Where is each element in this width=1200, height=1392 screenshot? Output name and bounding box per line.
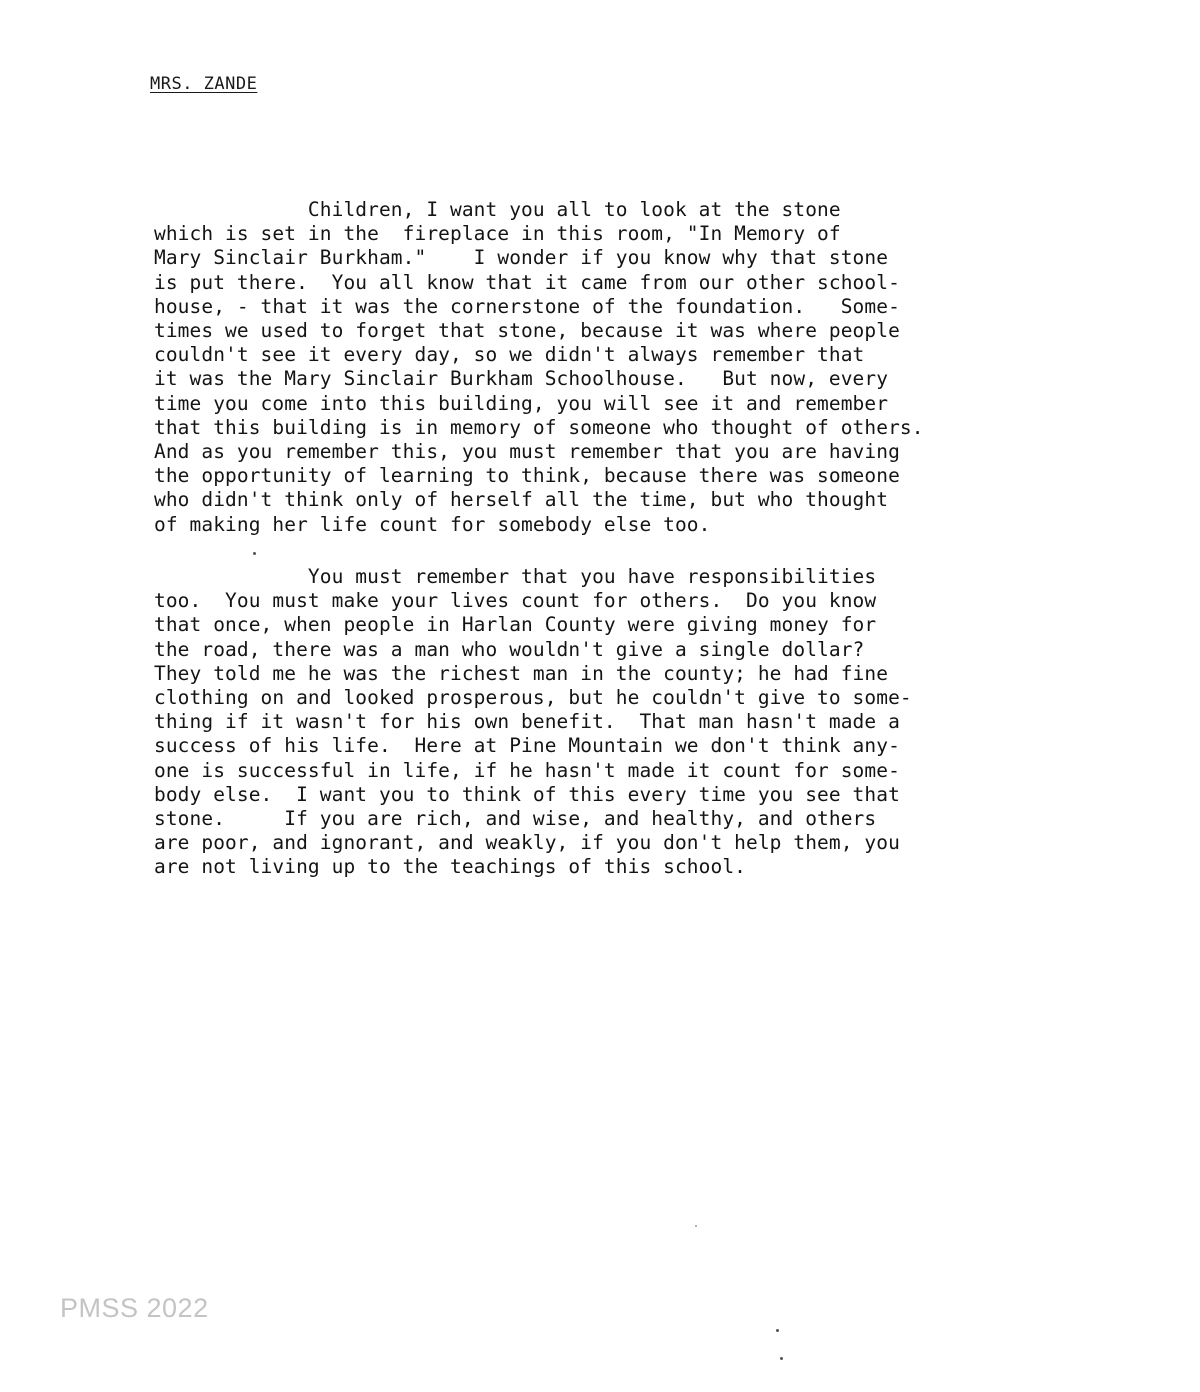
text-line: of making her life count for somebody else too.	[154, 512, 711, 536]
paragraph-2	[154, 565, 1084, 880]
text-line: time you come into this building, you will see it and remember	[154, 391, 889, 415]
text-line: They told me he was the richest man in the county; he had fine	[154, 661, 889, 685]
text-line: which is set in the fireplace in this room, "In Memory of	[154, 222, 841, 246]
ink-speck	[780, 1357, 783, 1360]
text-line: are poor, and ignorant, and weakly, if you don't help them, you	[154, 831, 900, 855]
text-line: house, - that it was the cornerstone of the foundation. Some-	[154, 294, 900, 318]
text-line: are not living up to the teachings of this school.	[154, 855, 746, 879]
text-line: the opportunity of learning to think, because there was someone	[154, 464, 900, 488]
text-line: clothing on and looked prosperous, but he couldn't give to some-	[154, 686, 912, 710]
text-line: times we used to forget that stone, because it was where people	[154, 319, 900, 343]
text-line: Mary Sinclair Burkham." I wonder if you know why that stone	[154, 246, 889, 270]
text-line: You must remember that you have responsibilities	[154, 565, 877, 588]
text-line: it was the Mary Sinclair Burkham Schoolhouse. But now, every	[154, 367, 889, 391]
watermark: PMSS 2022	[60, 1293, 209, 1323]
text-line: stone. If you are rich, and wise, and healthy, and others	[154, 807, 877, 831]
text-line: that once, when people in Harlan County were giving money for	[154, 613, 877, 637]
text-line: one is successful in life, if he hasn't made it count for some-	[154, 758, 900, 782]
text-line: thing if it wasn't for his own benefit. That man hasn't made a	[154, 710, 900, 734]
text-line: Children, I want you all to look at the stone	[154, 198, 841, 221]
text-line: body else. I want you to think of this every time you see that	[154, 782, 900, 806]
text-line: who didn't think only of herself all the time, but who thought	[154, 488, 889, 512]
ink-speck	[695, 1225, 697, 1227]
text-line: that this building is in memory of someone who thought of others.	[154, 415, 924, 439]
ink-speck	[776, 1329, 779, 1332]
text-line: is put there. You all know that it came from our other school-	[154, 270, 900, 294]
text-line: couldn't see it every day, so we didn't always remember that	[154, 343, 865, 367]
text-line: too. You must make your lives count for others. Do you know	[154, 589, 877, 613]
text-line: And as you remember this, you must remember that you are having	[154, 440, 900, 464]
text-line: the road, there was a man who wouldn't give a single dollar?	[154, 637, 865, 661]
text-line: success of his life. Here at Pine Mountain we don't think any-	[154, 734, 900, 758]
document-header: MRS. ZANDE	[150, 74, 258, 94]
paragraph-1	[154, 198, 1084, 537]
ink-speck	[253, 552, 256, 555]
